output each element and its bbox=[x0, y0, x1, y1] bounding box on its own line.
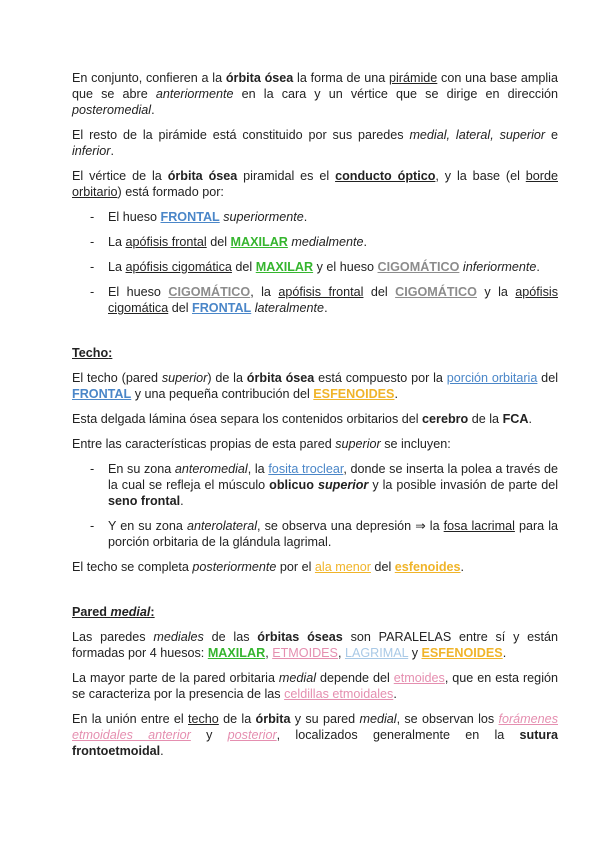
text: del bbox=[168, 301, 193, 315]
text: posteriormente bbox=[192, 560, 277, 574]
text: CIGOMÁTICO bbox=[377, 260, 460, 274]
text: apófisis frontal bbox=[125, 235, 207, 249]
text: seno frontal bbox=[108, 494, 181, 508]
text: , se observan los bbox=[396, 712, 499, 726]
text: apófisis cigomática bbox=[125, 260, 232, 274]
list-item bbox=[72, 209, 558, 225]
text: ) de la bbox=[207, 371, 247, 385]
text: CIGOMÁTICO bbox=[168, 285, 251, 299]
text: fosa lacrimal bbox=[443, 519, 515, 533]
text: FRONTAL bbox=[72, 387, 132, 401]
text: y la bbox=[476, 285, 516, 299]
text: Pared bbox=[72, 605, 111, 619]
text: En conjunto, confieren a la bbox=[72, 71, 226, 85]
text: FRONTAL bbox=[192, 301, 252, 315]
borde-orbitario-list bbox=[72, 209, 558, 316]
section-spacer bbox=[72, 325, 558, 345]
text: En la unión entre el bbox=[72, 712, 188, 726]
text: El hueso bbox=[108, 285, 169, 299]
text: e bbox=[545, 128, 558, 142]
intro-paragraph-2 bbox=[72, 127, 558, 159]
text: órbitas óseas bbox=[257, 630, 343, 644]
text: Y en su zona bbox=[108, 519, 187, 533]
text: MAXILAR bbox=[207, 646, 266, 660]
section-heading-pared-medial bbox=[72, 604, 558, 620]
text: , bbox=[337, 646, 345, 660]
text: MAXILAR bbox=[255, 260, 314, 274]
text: El techo se completa bbox=[72, 560, 193, 574]
text: esfenoides bbox=[394, 560, 461, 574]
text: ETMOIDES bbox=[272, 646, 338, 660]
text: superior bbox=[161, 371, 208, 385]
text: . bbox=[180, 494, 184, 508]
text: superiormente bbox=[223, 210, 304, 224]
text: medial bbox=[278, 671, 317, 685]
medial-paragraph-2 bbox=[72, 670, 558, 702]
text: El hueso bbox=[108, 210, 161, 224]
text: . bbox=[528, 412, 532, 426]
text: está compuesto por la bbox=[314, 371, 447, 385]
text: apófisis cigomática bbox=[108, 285, 558, 315]
text: y una pequeña contribución del bbox=[131, 387, 314, 401]
text: oblicuo bbox=[269, 478, 314, 492]
text: sutura frontoetmoidal bbox=[72, 728, 559, 758]
text: en la cara y un vértice que se dirige en dirección bbox=[233, 87, 558, 101]
text: lateralmente bbox=[254, 301, 325, 315]
text: órbita ósea bbox=[225, 71, 294, 85]
text: . bbox=[160, 744, 164, 758]
text: CIGOMÁTICO bbox=[395, 285, 477, 299]
list-item bbox=[72, 259, 558, 275]
list-item bbox=[72, 518, 558, 550]
list-dash: - bbox=[90, 519, 95, 533]
text: En su zona bbox=[108, 462, 175, 476]
list-dash: - bbox=[90, 260, 95, 274]
text: . bbox=[502, 646, 507, 660]
text: y bbox=[190, 728, 228, 742]
text: y la posible invasión de parte del bbox=[368, 478, 558, 492]
text: ESFENOIDES bbox=[421, 646, 503, 660]
text: órbita bbox=[255, 712, 291, 726]
text: La bbox=[108, 235, 126, 249]
text: por el bbox=[276, 560, 315, 574]
list-dash: - bbox=[90, 462, 95, 476]
list-item bbox=[72, 284, 558, 316]
text: y el hueso bbox=[313, 260, 378, 274]
text: y su pared bbox=[290, 712, 360, 726]
text: LAGRIMAL bbox=[344, 646, 409, 660]
text: celdillas etmoidales bbox=[284, 687, 394, 701]
text: pirámide bbox=[389, 71, 438, 85]
text: medial bbox=[110, 605, 151, 619]
text: , se observa una depresión ⇒ la bbox=[257, 519, 444, 533]
text: medial, lateral, superior bbox=[409, 128, 546, 142]
list-dash: - bbox=[90, 210, 95, 224]
text: ESFENOIDES bbox=[313, 387, 395, 401]
list-item bbox=[72, 234, 558, 250]
text: de las bbox=[203, 630, 258, 644]
text: , y la base (el bbox=[435, 169, 526, 183]
text: del bbox=[370, 560, 395, 574]
intro-paragraph-1 bbox=[72, 70, 558, 118]
text: se incluyen: bbox=[380, 437, 451, 451]
text: . bbox=[460, 560, 465, 574]
text: Techo bbox=[72, 346, 109, 360]
text: cerebro bbox=[422, 412, 469, 426]
text: . bbox=[324, 301, 328, 315]
text: superior bbox=[317, 478, 369, 492]
text: forámenes etmoidales anterior bbox=[72, 712, 558, 742]
techo-list bbox=[72, 461, 558, 550]
text: , bbox=[265, 646, 273, 660]
text: El resto de la pirámide está constituido por sus paredes bbox=[72, 128, 410, 142]
text: superior bbox=[335, 437, 381, 451]
text: Entre las características propias de esta pared bbox=[72, 437, 336, 451]
text: : bbox=[108, 346, 113, 360]
text: . bbox=[151, 103, 155, 117]
text: , la bbox=[247, 462, 269, 476]
text: anteriormente bbox=[155, 87, 234, 101]
text: El vértice de la bbox=[72, 169, 168, 183]
section-heading-techo bbox=[72, 345, 558, 361]
text: ) está formado por: bbox=[117, 185, 224, 199]
techo-paragraph-1 bbox=[72, 370, 558, 402]
document-page bbox=[72, 70, 558, 768]
intro-paragraph-3 bbox=[72, 168, 558, 200]
text: órbita ósea bbox=[246, 371, 315, 385]
text: , que en esta región se caracteriza por la presencia de las bbox=[72, 671, 558, 701]
text: . bbox=[110, 144, 114, 158]
list-item bbox=[72, 461, 558, 509]
text: inferior bbox=[72, 144, 111, 158]
techo-paragraph-2 bbox=[72, 411, 558, 427]
text: . bbox=[394, 387, 398, 401]
text: del bbox=[231, 260, 256, 274]
text: la forma de una bbox=[293, 71, 389, 85]
text: anteromedial bbox=[174, 462, 248, 476]
text: son PARALELAS entre sí y están formadas por 4 huesos: bbox=[72, 630, 558, 660]
text: , donde se inserta la polea a través de la cual se refleja el músculo bbox=[108, 462, 558, 492]
list-dash: - bbox=[90, 285, 95, 299]
text: anterolateral bbox=[187, 519, 258, 533]
text: etmoides bbox=[393, 671, 445, 685]
text: inferiormente bbox=[462, 260, 537, 274]
text: del bbox=[537, 371, 558, 385]
text: del bbox=[363, 285, 396, 299]
text: La mayor parte de la pared orbitaria bbox=[72, 671, 279, 685]
text: MAXILAR bbox=[230, 235, 288, 249]
text: techo bbox=[188, 712, 219, 726]
list-dash: - bbox=[90, 235, 95, 249]
techo-paragraph-3 bbox=[72, 436, 558, 452]
text: apófisis frontal bbox=[278, 285, 364, 299]
text: , localizados generalmente en la bbox=[276, 728, 520, 742]
text: y bbox=[408, 646, 422, 660]
text: mediales bbox=[153, 630, 204, 644]
techo-paragraph-4 bbox=[72, 559, 558, 575]
text: con una base amplia que se abre bbox=[72, 71, 558, 101]
text: medial bbox=[359, 712, 397, 726]
text: , la bbox=[250, 285, 279, 299]
text: . bbox=[303, 210, 308, 224]
text: medialmente bbox=[291, 235, 364, 249]
text: borde orbitario bbox=[72, 169, 558, 199]
section-spacer bbox=[72, 584, 558, 604]
text: depende del bbox=[316, 671, 394, 685]
text: para la porción orbitaria de la glándula lagrimal. bbox=[108, 519, 559, 549]
text: . bbox=[363, 235, 368, 249]
text: posteromedial bbox=[72, 103, 152, 117]
text: del bbox=[206, 235, 231, 249]
text: porción orbitaria bbox=[446, 371, 538, 385]
text: Las paredes bbox=[72, 630, 154, 644]
text: La bbox=[108, 260, 126, 274]
text: órbita ósea bbox=[167, 169, 238, 183]
text: Esta delgada lámina ósea separa los contenidos orbitarios del bbox=[72, 412, 423, 426]
text: posterior bbox=[227, 728, 277, 742]
text: . bbox=[536, 260, 540, 274]
text: FRONTAL bbox=[160, 210, 220, 224]
text: de la bbox=[468, 412, 503, 426]
text: ala menor bbox=[314, 560, 371, 574]
text: : bbox=[150, 605, 155, 619]
text: conducto óptico bbox=[335, 169, 436, 183]
text: de la bbox=[218, 712, 256, 726]
medial-paragraph-3 bbox=[72, 711, 558, 759]
text: fosita troclear bbox=[268, 462, 344, 476]
medial-paragraph-1 bbox=[72, 629, 558, 661]
text: FCA bbox=[502, 412, 529, 426]
text: . bbox=[393, 687, 397, 701]
text: El techo (pared bbox=[72, 371, 162, 385]
text: piramidal es el bbox=[237, 169, 336, 183]
